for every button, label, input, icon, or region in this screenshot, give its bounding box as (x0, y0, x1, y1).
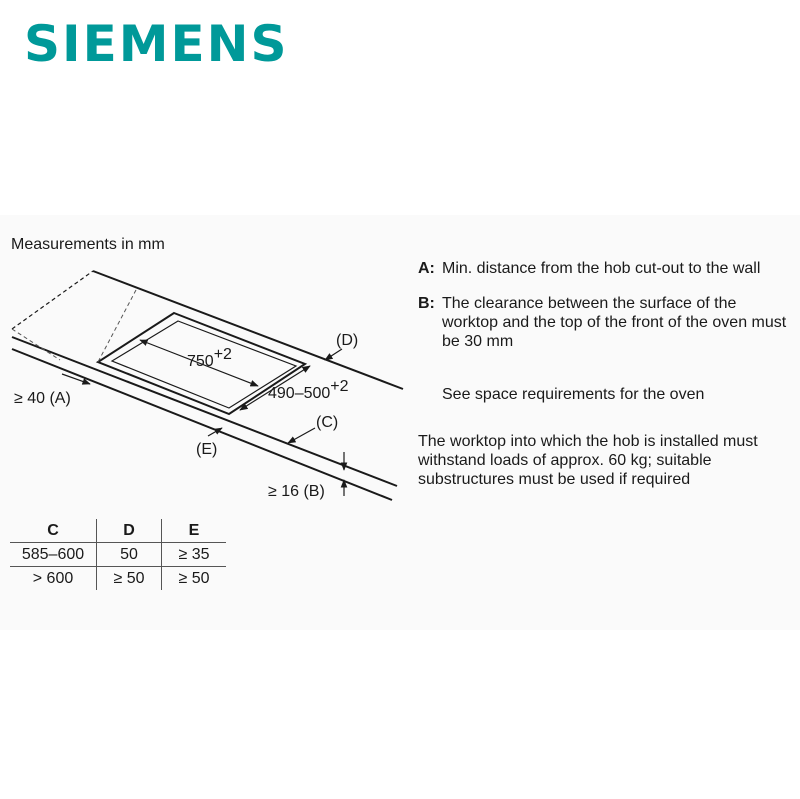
cutout-width-label: 750+2 (187, 346, 232, 370)
oven-note: See space requirements for the oven (442, 386, 705, 403)
column-header-d: D (97, 519, 162, 543)
measurements-caption: Measurements in mm (11, 236, 165, 253)
wall-hidden-line (12, 329, 60, 360)
dimension-table (10, 519, 226, 590)
column-header-e: E (162, 519, 227, 543)
cutout-depth-label: 490–500+2 (268, 378, 349, 402)
label-a: ≥ 40 (A) (14, 390, 71, 407)
note-key: A: (418, 260, 435, 277)
worktop-side-edge (12, 271, 93, 329)
table-cell: ≥ 50 (162, 567, 227, 591)
table-cell: 50 (97, 543, 162, 567)
note-b (418, 294, 793, 351)
label-b: ≥ 16 (B) (268, 483, 325, 500)
note-text: Min. distance from the hob cut-out to the wall (442, 260, 761, 277)
label-d: (D) (336, 332, 359, 349)
note-text: The clearance between the surface of the worktop and the top of the front of the oven must be 30 mm (442, 295, 787, 350)
d-dimension-line (325, 349, 342, 360)
column-header-c: C (10, 519, 97, 543)
worktop-back-edge (93, 271, 403, 389)
label-e: (E) (196, 441, 218, 458)
table-cell: ≥ 35 (162, 543, 227, 567)
notes-panel (418, 259, 793, 489)
table-row (10, 567, 226, 591)
note-a (418, 259, 793, 278)
table-cell: > 600 (32, 569, 74, 587)
cutout-hidden-line (98, 290, 136, 362)
table-header-row (10, 519, 226, 543)
table-cell: 585–600 (10, 543, 97, 567)
siemens-logo: SIEMENS (24, 15, 289, 73)
worktop-note: The worktop into which the hob is installed must withstand loads of approx. 60 kg; suitable substructures must be used if required (418, 433, 758, 488)
label-c: (C) (316, 414, 339, 431)
note-key: B: (418, 295, 435, 312)
c-dimension-line (288, 428, 315, 443)
table-row (10, 543, 226, 567)
table-cell: ≥ 50 (97, 567, 162, 591)
